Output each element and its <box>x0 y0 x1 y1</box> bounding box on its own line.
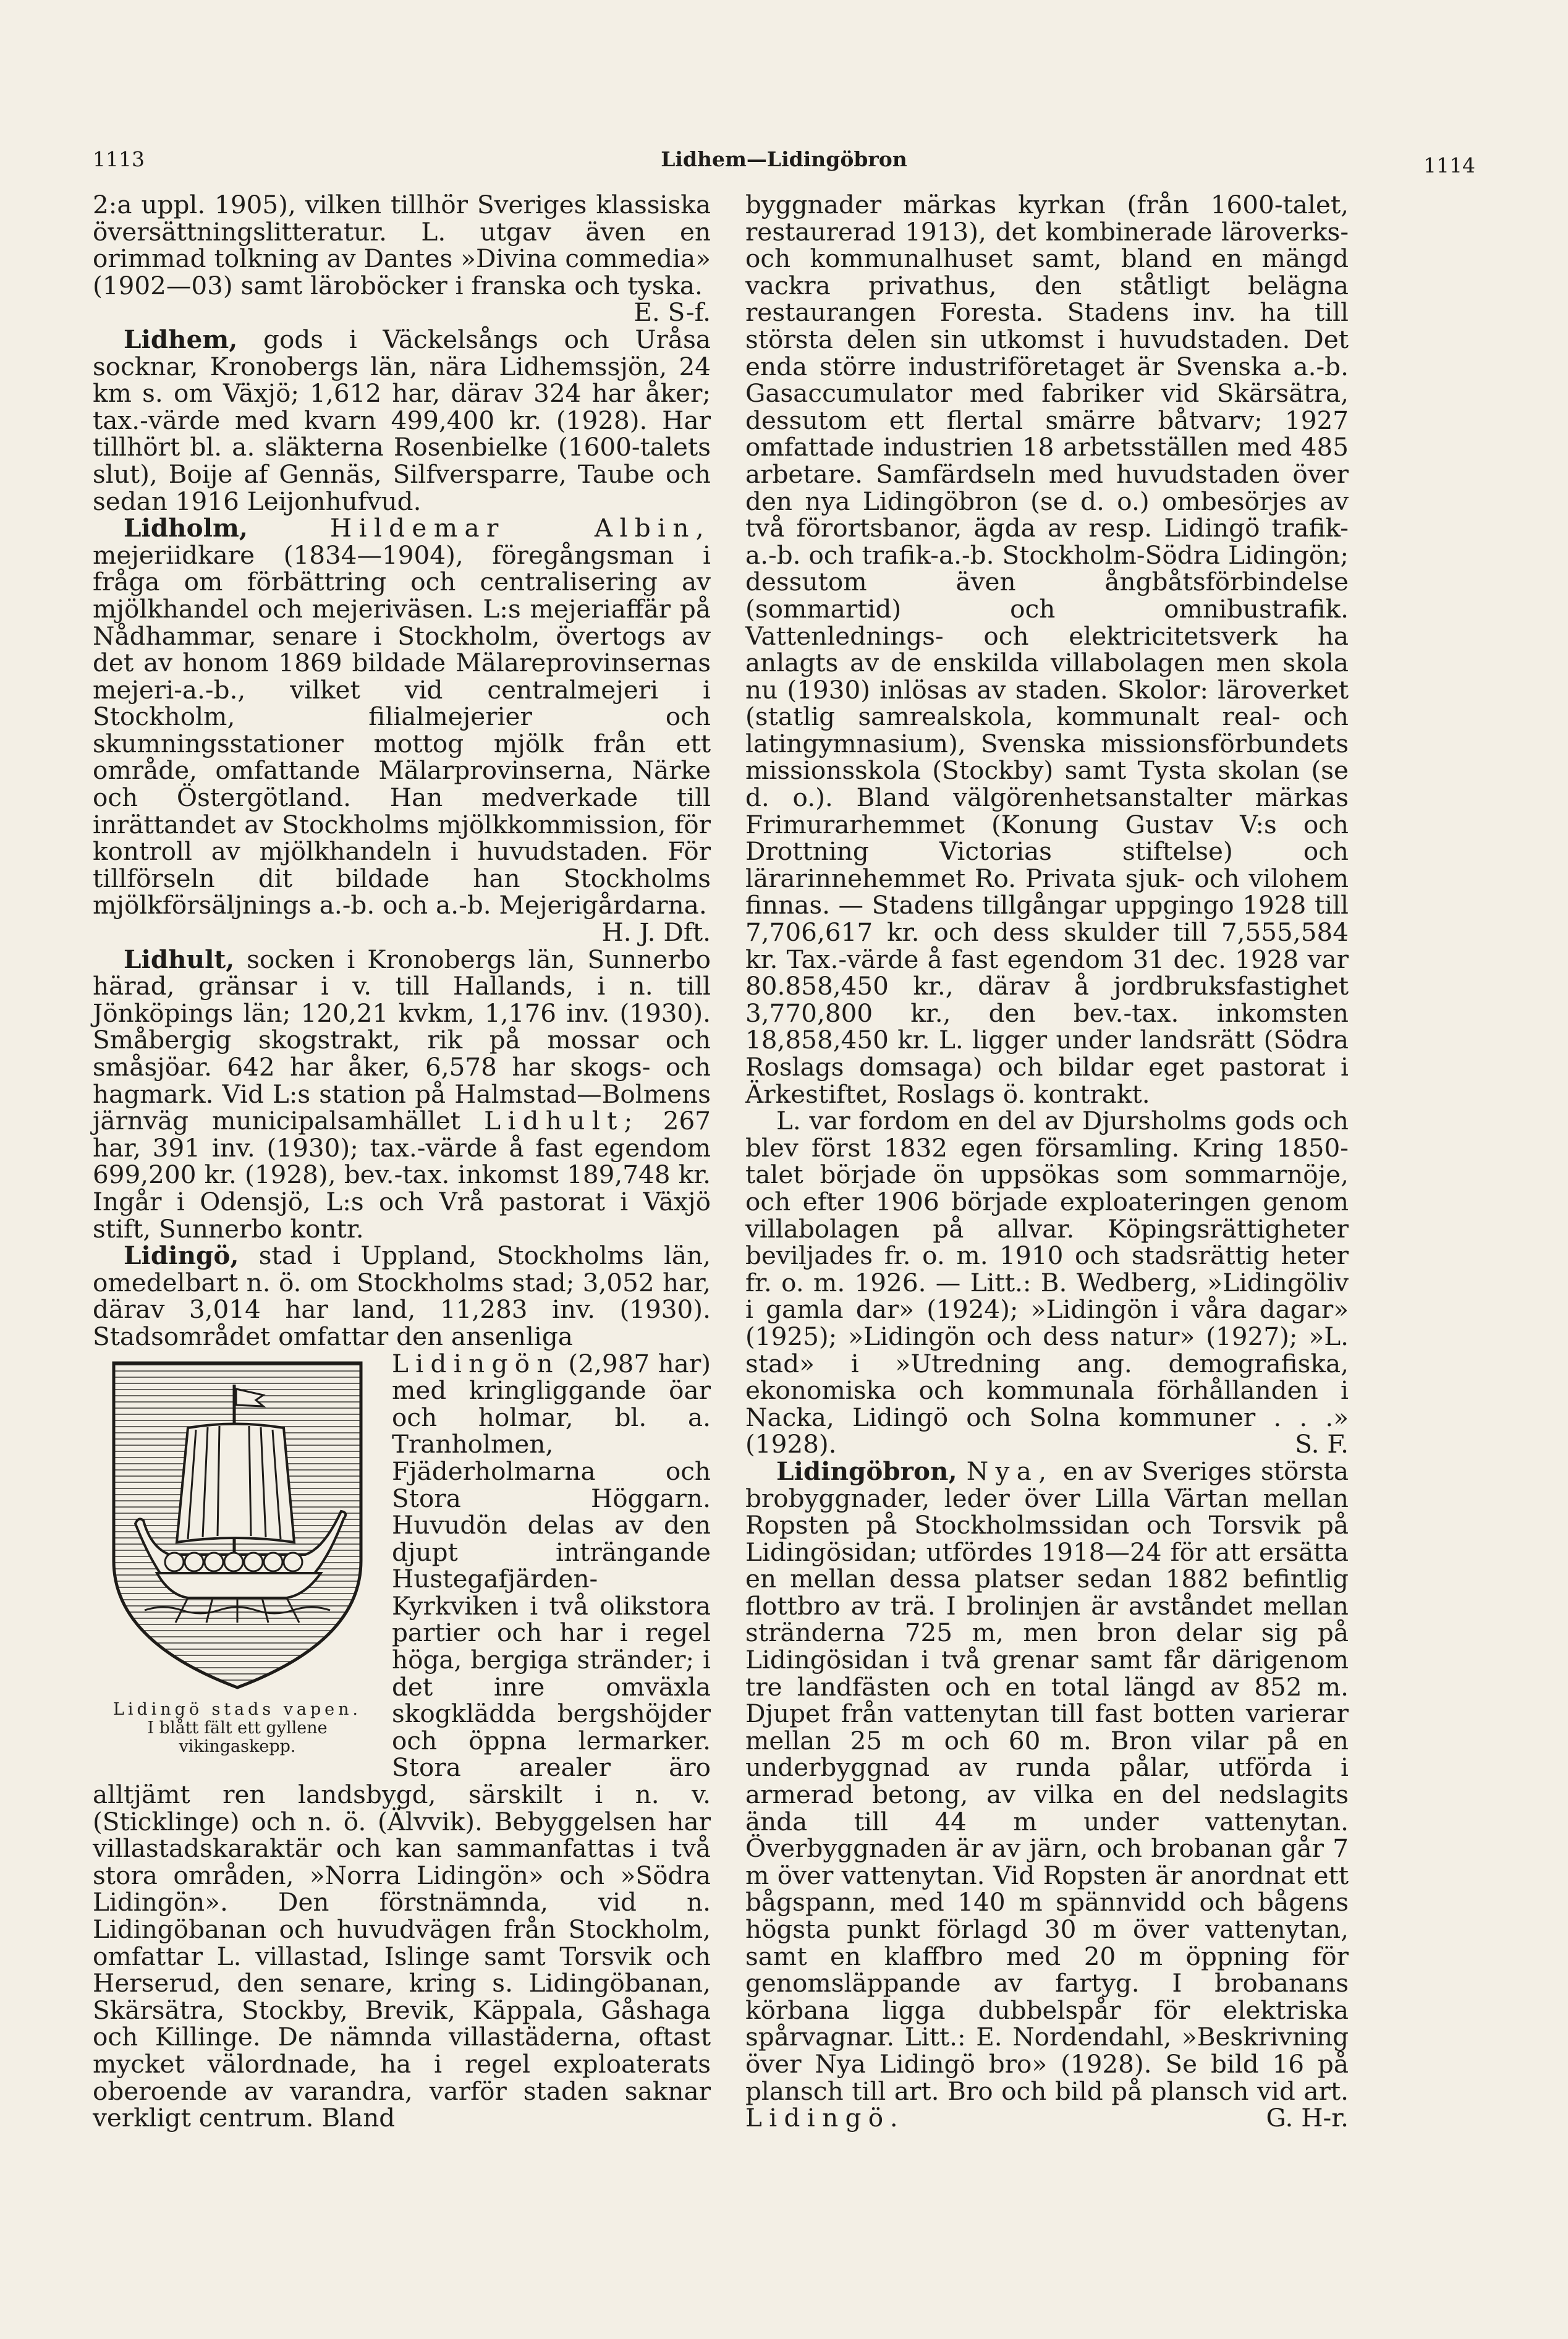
entry-lidingobron <box>745 1458 1349 2132</box>
caption-text: I blått fält ett gyllene vikingaskepp. <box>147 1718 328 1756</box>
page-number-right: 1114 <box>1423 153 1475 177</box>
running-title: Lidhem—Lidingöbron <box>661 147 907 171</box>
spaced-name: Lidingön <box>392 1348 560 1378</box>
entry-continuation <box>93 190 711 328</box>
author-signature: S. F. <box>1295 1429 1349 1459</box>
coat-of-arms-ship-icon <box>101 1351 373 1697</box>
page-header <box>93 147 1475 184</box>
headword: Lidholm, <box>124 513 248 543</box>
left-column <box>93 192 711 2132</box>
entry-text: (2,987 har) med kringliggande öar och holmar, bl. a. Tranholmen, Fjäderholmarna och Stora Höggarn. Huvudön delas av den djupt inträngande Hustegafjärden-Kyrkviken i två olikstora partier och har i regel höga, bergiga stränder; i det inre omväxla skogklädda bergshöjder och öppna lermarker. Stora arealer äro alltjämt ren landsbygd, särskilt i n. v. (Sticklinge) och n. ö. (Älvvik). Bebyggelsen har villastadskaraktär och kan sammanfattas i två stora områden, »Norra Lidingön» och »Södra Lidingön». Den förstnämnda, vid n. Lidingöbanan och huvudvägen från Stockholm, omfattar L. villastad, Islinge samt Torsvik och Herserud, den senare, kring s. Lidingöbanan, Skärsätra, Stockby, Brevik, Käppala, Gåshaga och Killinge. De nämnda villastäderna, oftast mycket välordnade, ha i regel exploaterats oberoende av varandra, varför staden saknar verkligt centrum. Bland <box>93 1348 711 2133</box>
headword: Lidhem, <box>124 324 238 354</box>
entry-lidhem <box>93 326 711 515</box>
entry-text: gods i Väckelsångs och Uråsa socknar, Kronobergs län, nära Lidhemssjön, 24 km s. om Växjö; 1,612 har, därav 324 har åker; tax.-värde med kvarn 499,400 kr. (1928). Har tillhört bl. a. släkterna Rosenbielke (1600-talets slut), Boije af Gennäs, Silfversparre, Taube och sedan 1916 Leijonhufvud. <box>93 324 711 516</box>
entry-text: 267 har, 391 inv. (1930); tax.-värde å fast egendom 699,200 kr. (1928), bev.-tax. inkomst 189,748 kr. Ingår i Odensjö, L:s och Vrå pastorat i Växjö stift, Sunnerbo kontr. <box>93 1106 711 1244</box>
entry-text: stad i Uppland, Stockholms län, omedelbart n. ö. om Stockholms stad; 3,052 har, därav 3,014 har land, 11,283 inv. (1930). Stadsområdet omfattar den ansenliga <box>93 1241 711 1351</box>
headword: Lidingöbron, <box>776 1456 957 1486</box>
entry-lidingo-history <box>745 1108 1349 1458</box>
caption-title: Lidingö stads vapen. <box>113 1699 362 1719</box>
entry-text: socken i Kronobergs län, Sunnerbo härad, gränsar i v. till Hallands, i n. till Jönköpings län; 120,21 kvkm, 1,176 inv. (1930). Småbergig skogstrakt, rik på mossar och småsjöar. 642 har åker, 6,578 har skogs- och hagmark. Vid L:s station på Halmstad—Bolmens järnväg municipalsamhället <box>93 944 711 1136</box>
spaced-name: Lidhult; <box>484 1106 640 1136</box>
entry-text: byggnader märkas kyrkan (från 1600-talet, restaurerad 1913), det kombinerade läroverks- och kommunalhuset samt, bland en mängd vackra privathus, den ståtligt belägna restaurangen Foresta. Stadens inv. ha till största delen sin utkomst i huvudstaden. Det enda större industriföretaget är Svenska a.-b. Gasaccumulator med fabriker vid Skärsätra, dessutom ett flertal smärre båtvarv; 1927 omfattade industrien 18 arbetsställen med 485 arbetare. Samfärdseln med huvudstaden över den nya Lidingöbron (se d. o.) ombesörjes av två förortsbanor, ägda av resp. Lidingö trafik-a.-b. och trafik-a.-b. Stockholm-Södra Lidingön; dessutom även ångbåtsförbindelse (sommartid) och omnibustrafik. Vattenlednings- och elektricitetsverk ha anlagts av de enskilda villabolagen men skola nu (1930) inlösas av staden. Skolor: läroverket (statlig samrealskola, kommunalt real- och latingymnasium), Svenska missionsförbundets missionsskola (Stockby) samt Tysta skolan (se d. o.). Bland välgörenhetsanstalter märkas Frimurarhemmet (Konung Gustav V:s och Drottning Victorias stiftelse) och lärarinnehemmet Ro. Privata sjuk- och vilohem finnas. — Stadens tillgångar uppgingo 1928 till 7,706,617 kr. och dess skulder till 7,555,584 kr. Tax.-värde å fast egendom 31 dec. 1928 var 80.858,450 kr., därav å jordbruksfastighet 3,770,800 kr., den bev.-tax. inkomsten 18,858,450 kr. L. ligger under landsrätt (Södra Roslags domsaga) och bildar eget pastorat i Ärkestiftet, Roslags ö. kontrakt. <box>745 190 1349 1109</box>
coat-of-arms-figure <box>91 1351 383 1756</box>
spaced-name: Lidingö. <box>745 2103 905 2133</box>
entry-text: 2:a uppl. 1905), vilken tillhör Sveriges klassiska översättningslitteratur. L. utgav även en orimmad tolkning av Dantes »Divina commedia» (1902—03) samt läroböcker i franska och tyska. <box>93 190 711 300</box>
entry-lidholm <box>93 513 711 948</box>
headword: Lidingö, <box>124 1241 239 1271</box>
entry-text: L. var fordom en del av Djursholms gods och blev först 1832 egen församling. Kring 1850-talet började ön uppsökas som sommarnöje, och efter 1906 började exploateringen genom villabolagen på allvar. Köpingsrättigheter beviljades fr. o. m. 1910 och stadsrättig heter fr. o. m. 1926. — Litt.: B. Wedberg, »Lidingöliv i gamla dar» (1924); »Lidingön i våra dagar» (1925); »Lidingön och dess natur» (1927); »L. stad» i »Utredning ang. demografiska, ekonomiska och kommunala förhållanden i Nacka, Lidingö och Solna kommuner . . .» (1928). <box>745 1106 1349 1459</box>
right-column <box>745 192 1349 2132</box>
author-signature: G. H-r. <box>1266 2103 1349 2133</box>
figure-caption <box>91 1700 383 1756</box>
author-signature: E. S-f. <box>634 297 711 328</box>
spaced-name: Nya, <box>966 1456 1054 1486</box>
entry-lidhult <box>93 946 711 1243</box>
entry-text: mejeriidkare (1834—1904), föregångsman i fråga om förbättring och centralisering av mjölkhandel och mejeriväsen. L:s mejeriaffär på Nådhammar, senare i Stockholm, övertogs av det av honom 1869 bildade Mälareprovinsernas mejeri-a.-b., vilket vid centralmejeri i Stockholm, filialmejerier och skumningsstationer mottog mjölk från ett område, omfattande Mälarprovinserna, Närke och Östergötland. Han medverkade till inrättandet av Stockholms mjölkkommission, för kontroll av mjölkhandeln i huvudstaden. För tillförseln dit bildade han Stockholms mjölkförsäljnings a.-b. och a.-b. Mejerigårdarna. <box>93 540 711 920</box>
page-number-left: 1113 <box>93 147 145 171</box>
author-signature: H. J. Dft. <box>601 917 711 948</box>
headword: Lidhult, <box>124 944 235 974</box>
spaced-name: Hildemar Albin, <box>329 513 711 543</box>
entry-lidingo <box>93 1242 711 1350</box>
entry-lidingo-continued-right <box>745 192 1349 1108</box>
entry-text: en av Sveriges största brobyggnader, leder över Lilla Värtan mellan Ropsten på Stockholmssidan och Torsvik på Lidingösidan; utfördes 1918—24 för att ersätta en mellan dessa platser sedan 1882 befintlig flottbro av trä. I brolinjen är avståndet mellan stränderna 725 m, men bron delar sig på Lidingösidan i två grenar samt får därigenom tre landfästen och en total längd av 852 m. Djupet från vattenytan till fast botten varierar mellan 25 m och 60 m. Bron vilar på en underbyggnad av runda pålar, utförda i armerad betong, av vilka en del nedslagits ända till 44 m under vattenytan. Överbyggnaden är av järn, och brobanan går 7 m över vattenytan. Vid Ropsten är anordnat ett bågspann, med 140 m spännvidd och bågens högsta punkt förlagd 30 m över vattenytan, samt en klaffbro med 20 m öppning för genomsläppande av fartyg. I brobanans körbana ligga dubbelspår för elektriska spårvagnar. Litt.: E. Nordendahl, »Beskrivning över Nya Lidingö bro» (1928). Se bild 16 på plansch till art. Bro och bild på plansch vid art. <box>745 1456 1349 2106</box>
